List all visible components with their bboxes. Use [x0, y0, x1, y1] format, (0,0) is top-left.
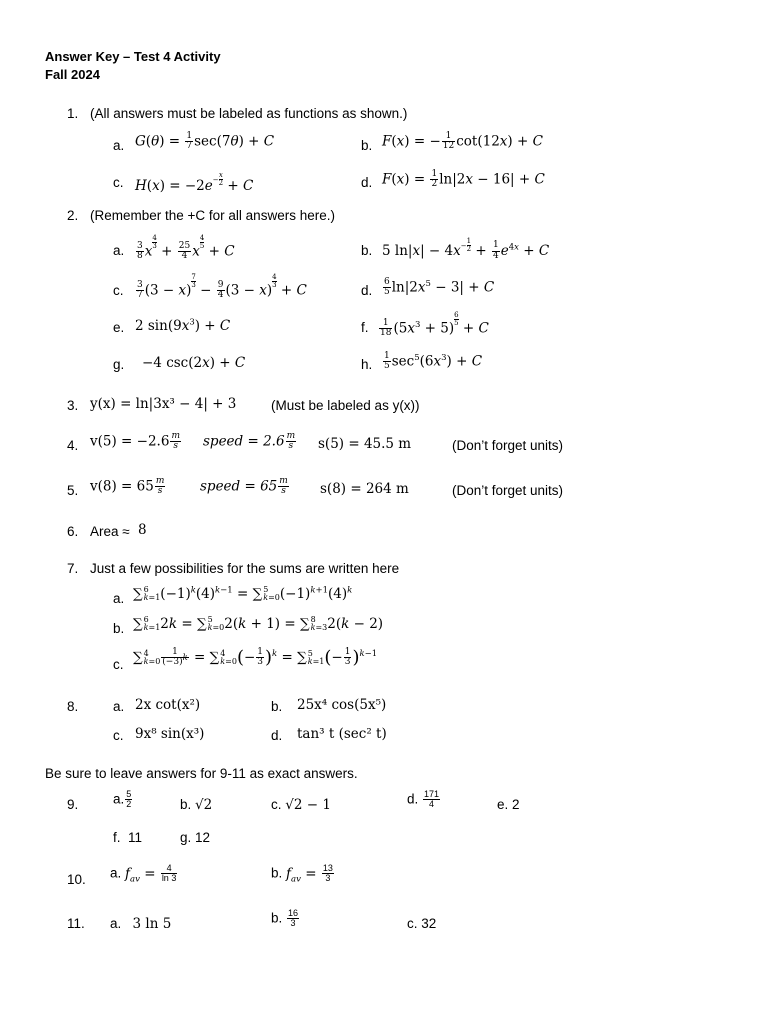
q5-velocity: v(8) = 65 $\frac{m}{s}$: [90, 476, 165, 497]
q9e-label: e.: [497, 797, 509, 812]
q9d-denominator: 4: [429, 799, 435, 810]
q8c-answer: 9x⁸ sin(x³): [135, 726, 205, 742]
q9g-answer: 12: [195, 830, 211, 845]
q7b-label: b.: [113, 621, 125, 636]
q9a-numerator: 5: [126, 789, 132, 799]
q3-answer: y(x) = ln|3x³ − 4| + 3: [90, 396, 237, 412]
q4-velocity: v(5) = −2.6 $\frac{m}{s}$: [90, 431, 180, 452]
q1b-answer: F(x) = − $\frac{1}{12}$ cot(12x) + C: [382, 131, 543, 152]
q9f-label: f.: [113, 830, 121, 845]
q7b-answer: ∑ 6 k=1 2k = ∑ 5 k=0 2(k + 1) = ∑ 8 k=3 2(k − 2): [133, 615, 384, 633]
q10a-label: a.: [110, 865, 122, 881]
q9d-label: d.: [407, 791, 419, 807]
q9e: [497, 798, 520, 812]
q1c-label: c.: [113, 175, 124, 190]
q3-number: 3.: [67, 398, 79, 413]
q9b-answer: √2: [195, 797, 213, 813]
q6-number: 6.: [67, 524, 79, 539]
q2e-label: e.: [113, 320, 125, 335]
q2a-answer: $\frac{3}{8}$ x $\frac{4}{3}$ + $\frac{25}{4}$ x $\frac{4}{5}$ + C: [137, 234, 235, 262]
q2d-answer: $\frac{6}{5}$ $\ln|2x^5 - 3| + C$: [384, 277, 495, 298]
q9f: [113, 831, 142, 845]
q3-note: (Must be labeled as y(x)): [271, 398, 420, 413]
q11a-label: a.: [110, 916, 122, 931]
page-title: Answer Key – Test 4 Activity: [45, 49, 221, 64]
q1d-label: d.: [361, 175, 373, 190]
q6-value: 8: [138, 522, 147, 538]
q11b-numerator: 16: [288, 908, 299, 918]
q9b-label: b.: [180, 797, 192, 812]
q2-note: (Remember the +C for all answers here.): [90, 208, 335, 223]
q7a-answer: ∑ 6 k=1 $(-1)^k(4)^{k-1}$ = ∑ 5 k=0 $(-1)^{k+1}(4)^k$: [133, 585, 353, 603]
q9a: [113, 790, 133, 810]
q11-number: 11.: [67, 916, 85, 931]
term-label: Fall 2024: [45, 67, 100, 82]
q8a-answer: 2x cot(x²): [135, 697, 201, 713]
q4-note: (Don’t forget units): [452, 438, 564, 453]
q5-speed: speed = 65 $\frac{m}{s}$: [200, 476, 288, 497]
q5-velocity-text: v(8) = 65: [90, 478, 154, 495]
exact-answers-note: Be sure to leave answers for 9-11 as exact answers.: [45, 766, 358, 781]
q9g-label: g.: [180, 830, 192, 845]
q11a: [110, 917, 171, 932]
q9a-label: a.: [113, 791, 125, 807]
q1d-answer: F(x) = $\frac{1}{2}$ ln|2x − 16| + C: [382, 169, 545, 190]
q9b: [180, 798, 212, 813]
q8c-label: c.: [113, 728, 124, 743]
q5-position: s(8) = 264 m: [320, 481, 409, 497]
q2f-label: f.: [361, 320, 369, 335]
q8a-label: a.: [113, 699, 125, 714]
q9d: [407, 790, 441, 810]
q2b-answer: 5 ln|x| − 4x− $\frac{1}{2}$ + $\frac{1}{4}$ $e^{4x} + C$: [382, 237, 550, 261]
q4-position: s(5) = 45.5 m: [318, 436, 412, 452]
q2-number: 2.: [67, 208, 79, 223]
q9f-answer: 11: [128, 830, 143, 845]
q11b-denominator: 3: [290, 918, 296, 929]
q2g-label: g.: [113, 357, 125, 372]
q7-note: Just a few possibilities for the sums are written here: [90, 561, 400, 576]
q1c-answer: H(x) = −2e− $\frac{x}{2}$ + C: [135, 171, 254, 194]
q10a: a. $f_{av}$ = $\frac{4}{\ln 3}$: [110, 863, 177, 885]
q8d-label: d.: [271, 728, 283, 743]
q8b-answer: 25x⁴ cos(5x⁵): [297, 697, 387, 713]
q5-number: 5.: [67, 483, 79, 498]
q10b: b. $f_{av}$ = $\frac{13}{3}$: [271, 863, 333, 885]
q7c-label: c.: [113, 657, 124, 672]
q2h-answer: $\frac{1}{5}$ $\sec^5(6x^3) + C$: [384, 351, 483, 372]
q4-speed: speed = 2.6 $\frac{m}{s}$: [203, 431, 296, 452]
q2f-answer: $\frac{1}{18}$ $(5x^3 + 5)$ $\frac{6}{5}$ + C: [380, 311, 489, 339]
q4-velocity-text: v(5) = −2.6: [90, 433, 170, 450]
q2a-label: a.: [113, 243, 125, 258]
q10-number: 10.: [67, 872, 86, 887]
q2e-answer: 2 $\sin(9x^3) + C$: [135, 317, 231, 334]
q9e-answer: 2: [512, 797, 520, 812]
q11b: [271, 909, 300, 929]
q9d-numerator: 171: [424, 789, 440, 799]
q7a-label: a.: [113, 591, 125, 606]
q9a-denominator: 2: [126, 799, 132, 810]
q2c-answer: $\frac{3}{7}$ (3 − x) $\frac{7}{3}$ − $\frac{9}{4}$ (3 − x) $\frac{4}{3}$ + C: [137, 273, 307, 301]
q8-number: 8.: [67, 699, 79, 714]
q1b-label: b.: [361, 138, 373, 153]
q8b-label: b.: [271, 699, 283, 714]
q1-note: (All answers must be labeled as functions as shown.): [90, 106, 408, 121]
q10b-denominator: 3: [325, 873, 331, 884]
q2d-label: d.: [361, 283, 373, 298]
q8d-answer: tan³ t (sec² t): [297, 726, 387, 742]
q1-number: 1.: [67, 106, 79, 121]
q4-number: 4.: [67, 438, 79, 453]
q10b-numerator: 13: [322, 863, 333, 873]
q2c-label: c.: [113, 283, 124, 298]
q9c: [271, 798, 331, 813]
q11c-label: c.: [407, 916, 418, 931]
q2b-label: b.: [361, 243, 373, 258]
q10a-denominator: ln 3: [161, 873, 177, 884]
q11a-answer: 3 ln 5: [132, 916, 172, 932]
q7-number: 7.: [67, 561, 79, 576]
q6-label: Area ≈: [90, 524, 130, 539]
q10b-label: b.: [271, 865, 283, 881]
q2g-answer: −4 csc(2x) + C: [142, 355, 246, 371]
q1a-answer: G(θ) = $\frac{1}{7}$ sec(7θ) + C: [135, 131, 275, 152]
q9c-label: c.: [271, 797, 282, 812]
q1a-label: a.: [113, 138, 125, 153]
q10a-numerator: 4: [161, 864, 178, 874]
q5-speed-text: speed = 65: [200, 478, 278, 495]
q9-number: 9.: [67, 797, 79, 812]
q11c-answer: 32: [421, 916, 437, 931]
q11b-label: b.: [271, 910, 283, 926]
q5-note: (Don’t forget units): [452, 483, 564, 498]
q4-speed-text: speed = 2.6: [203, 433, 285, 450]
q9g: [180, 831, 210, 845]
q9c-answer: √2 − 1: [285, 797, 331, 813]
q7c-answer: ∑ 4 k=0 $\frac{1}{(-3)^k}$ = ∑ 4 k=0 (− $\frac{1}{3}$ )$^k$ = ∑ 5 k=1 (− $\frac{1}{3}$ )$^{k-1}$: [133, 646, 378, 668]
q2h-label: h.: [361, 357, 373, 372]
q11c: [407, 917, 436, 931]
